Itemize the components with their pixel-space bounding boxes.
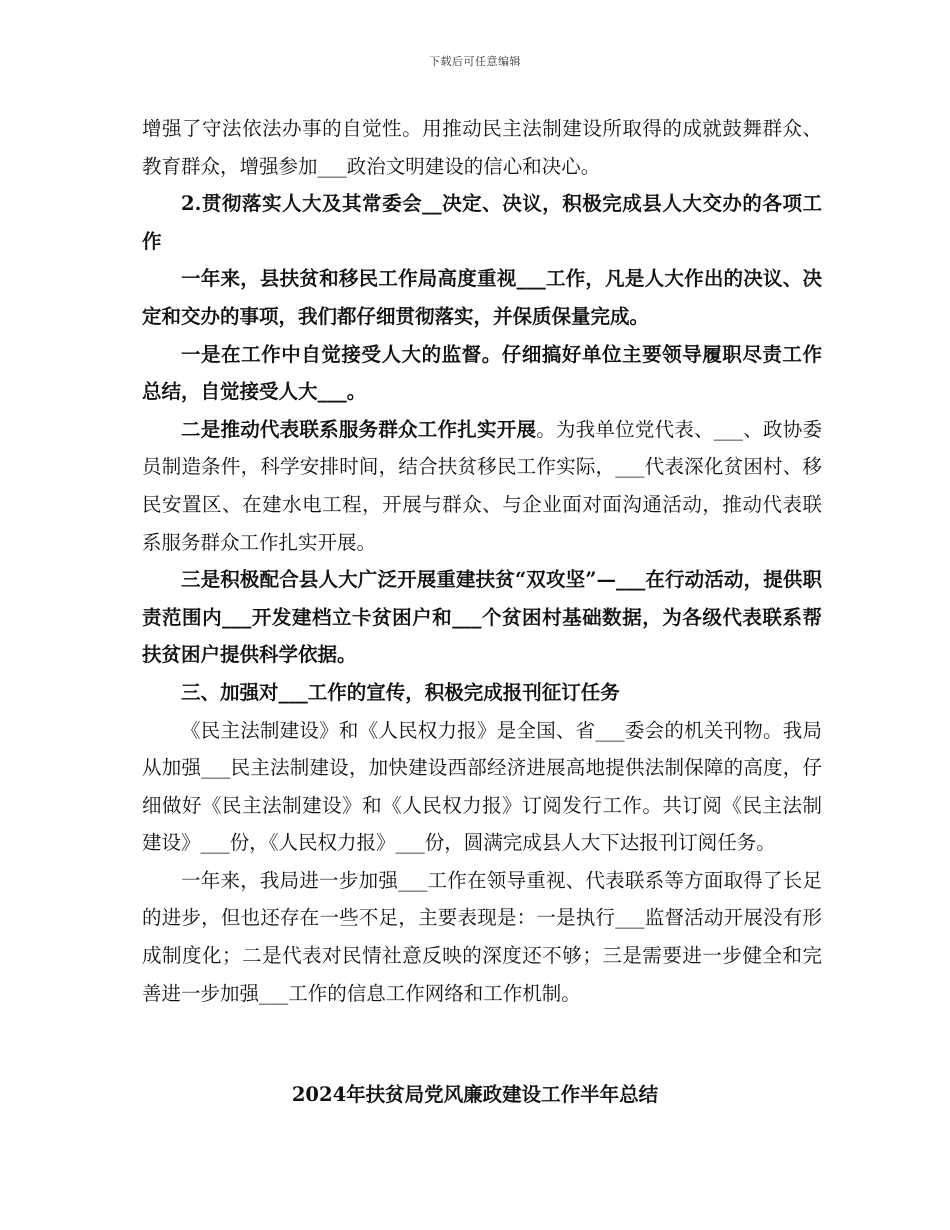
page-header: 下载后可任意编辑	[429, 55, 521, 68]
paragraph-publications: 《民主法制建设》和《人民权力报》是全国、省___委会的机关刊物。我局从加强___民主法制建设，加快建设西部经济进展高地提供法制保障的高度，仔细做好《民主法制建设》和《人民权力报》订阅发行工作。共订阅《民主法制建设》___份，《人民权力报》___份，圆满完成县人大下达报刊订阅任务。	[142, 718, 822, 855]
paragraph-point-two-lead: 二是推动代表联系服务群众工作扎实开展	[181, 417, 537, 441]
section-heading-2: 2.贯彻落实人大及其常委会__决定、决议，积极完成县人大交办的各项工作	[142, 192, 822, 253]
document-title: 2024年扶贫局党风廉政建设工作半年总结	[291, 1083, 659, 1106]
paragraph-point-one: 一是在工作中自觉接受人大的监督。仔细搞好单位主要领导履职尽责工作总结，自觉接受人大___。	[142, 342, 822, 404]
paragraph-shortcomings: 一年来，我局进一步加强___工作在领导重视、代表联系等方面取得了长足的进步，但也还存在一些不足，主要表现是：一是执行___监督活动开展没有形成制度化；二是代表对民情社意反映的深度还不够；三是需要进一步健全和完善进一步加强___工作的信息工作网络和工作机制。	[142, 868, 822, 1005]
paragraph-point-two	[142, 411, 822, 561]
paragraph-point-two-body: 。为我单位党代表、___、政协委员制造条件，科学安排时间，结合扶贫移民工作实际，___代表深化贫困村、移民安置区、在建水电工程，开展与群众、与企业面对面沟通活动，推动代表联系服务群众工作扎实开展。	[142, 417, 822, 554]
document-body	[142, 110, 822, 1012]
paragraph-continuation: 增强了守法依法办事的自觉性。用推动民主法制建设所取得的成就鼓舞群众、教育群众，增强参加___政治文明建设的信心和决心。	[142, 117, 822, 178]
section-heading-3: 三、加强对___工作的宣传，积极完成报刊征订任务	[181, 680, 620, 704]
paragraph-point-three: 三是积极配合县人大广泛开展重建扶贫“双攻坚”—___在行动活动，提供职责范围内___开发建档立卡贫困户和___个贫困村基础数据，为各级代表联系帮扶贫困户提供科学依据。	[142, 568, 822, 667]
paragraph-overview: 一年来，县扶贫和移民工作局高度重视___工作，凡是人大作出的决议、决定和交办的事项，我们都仔细贯彻落实，并保质保量完成。	[142, 267, 822, 328]
